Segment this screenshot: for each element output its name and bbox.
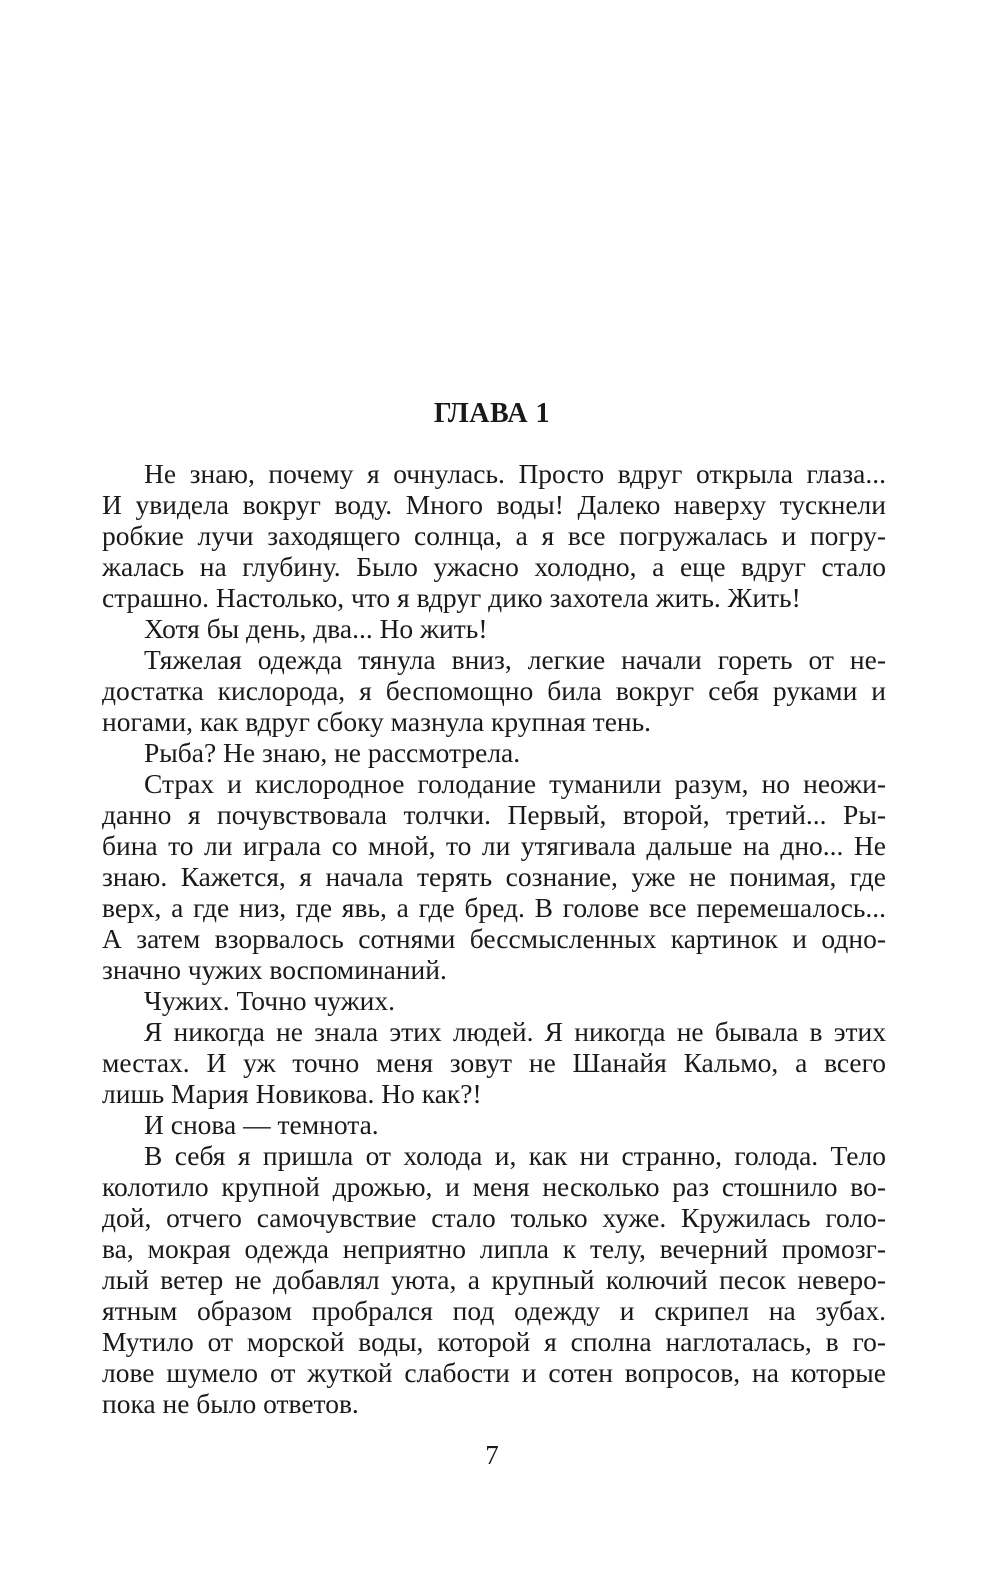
text-line: местах. И уж точно меня зовут не Шанайя Кальмо, а всего — [102, 1047, 886, 1078]
text-line: лый ветер не добавлял уюта, а крупный колючий песок неверо- — [102, 1264, 886, 1295]
text-line: ва, мокрая одежда неприятно липла к телу, вечерний промозг- — [102, 1233, 886, 1264]
text-line: Страх и кислородное голодание туманили разум, но неожи- — [144, 768, 886, 799]
text-line: Тяжелая одежда тянула вниз, легкие начали гореть от не- — [144, 644, 886, 675]
page-number: 7 — [485, 1440, 499, 1470]
text-line: достатка кислорода, я беспомощно била вокруг себя руками и — [102, 675, 886, 706]
chapter-title: ГЛАВА 1 — [433, 398, 551, 429]
text-line: лишь Мария Новикова. Но как?! — [102, 1078, 482, 1109]
text-line: В себя я пришла от холода и, как ни странно, голода. Тело — [144, 1140, 886, 1171]
text-line: дой, отчего самочувствие стало только хуже. Кружилась голо- — [102, 1202, 886, 1233]
text-line: ятным образом пробрался под одежду и скрипел на зубах. — [102, 1295, 886, 1326]
chapter-body — [102, 458, 886, 1419]
text-line: Рыба? Не знаю, не рассмотрела. — [144, 737, 521, 768]
text-line: колотило крупной дрожью, и меня несколько раз стошнило во- — [102, 1171, 886, 1202]
text-line: Хотя бы день, два... Но жить! — [144, 613, 488, 644]
text-line: робкие лучи заходящего солнца, а я все погружалась и погру- — [102, 520, 886, 551]
text-line: жалась на глубину. Было ужасно холодно, а еще вдруг стало — [102, 551, 886, 582]
text-line: знаю. Кажется, я начала терять сознание, уже не понимая, где — [102, 861, 886, 892]
text-line: страшно. Настолько, что я вдруг дико захотела жить. Жить! — [102, 582, 801, 613]
text-line: Не знаю, почему я очнулась. Просто вдруг открыла глаза... — [144, 458, 886, 489]
text-line: Чужих. Точно чужих. — [144, 985, 395, 1016]
text-line: Я никогда не знала этих людей. Я никогда не бывала в этих — [144, 1016, 886, 1047]
text-line: И снова — темнота. — [144, 1109, 379, 1140]
text-line: данно я почувствовала толчки. Первый, второй, третий... Ры- — [102, 799, 886, 830]
text-line: Мутило от морской воды, которой я сполна наглоталась, в го- — [102, 1326, 886, 1357]
text-line: И увидела вокруг воду. Много воды! Далеко наверху тускнели — [102, 489, 886, 520]
text-line: А затем взорвалось сотнями бессмысленных картинок и одно- — [102, 923, 886, 954]
text-line: пока не было ответов. — [102, 1388, 359, 1419]
text-line: ногами, как вдруг сбоку мазнула крупная тень. — [102, 706, 652, 737]
text-line: значно чужих воспоминаний. — [102, 954, 447, 985]
text-line: лове шумело от жуткой слабости и сотен вопросов, на которые — [102, 1357, 886, 1388]
text-line: верх, а где низ, где явь, а где бред. В голове все перемешалось... — [102, 892, 886, 923]
text-line: бина то ли играла со мной, то ли утягивала дальше на дно... Не — [102, 830, 886, 861]
